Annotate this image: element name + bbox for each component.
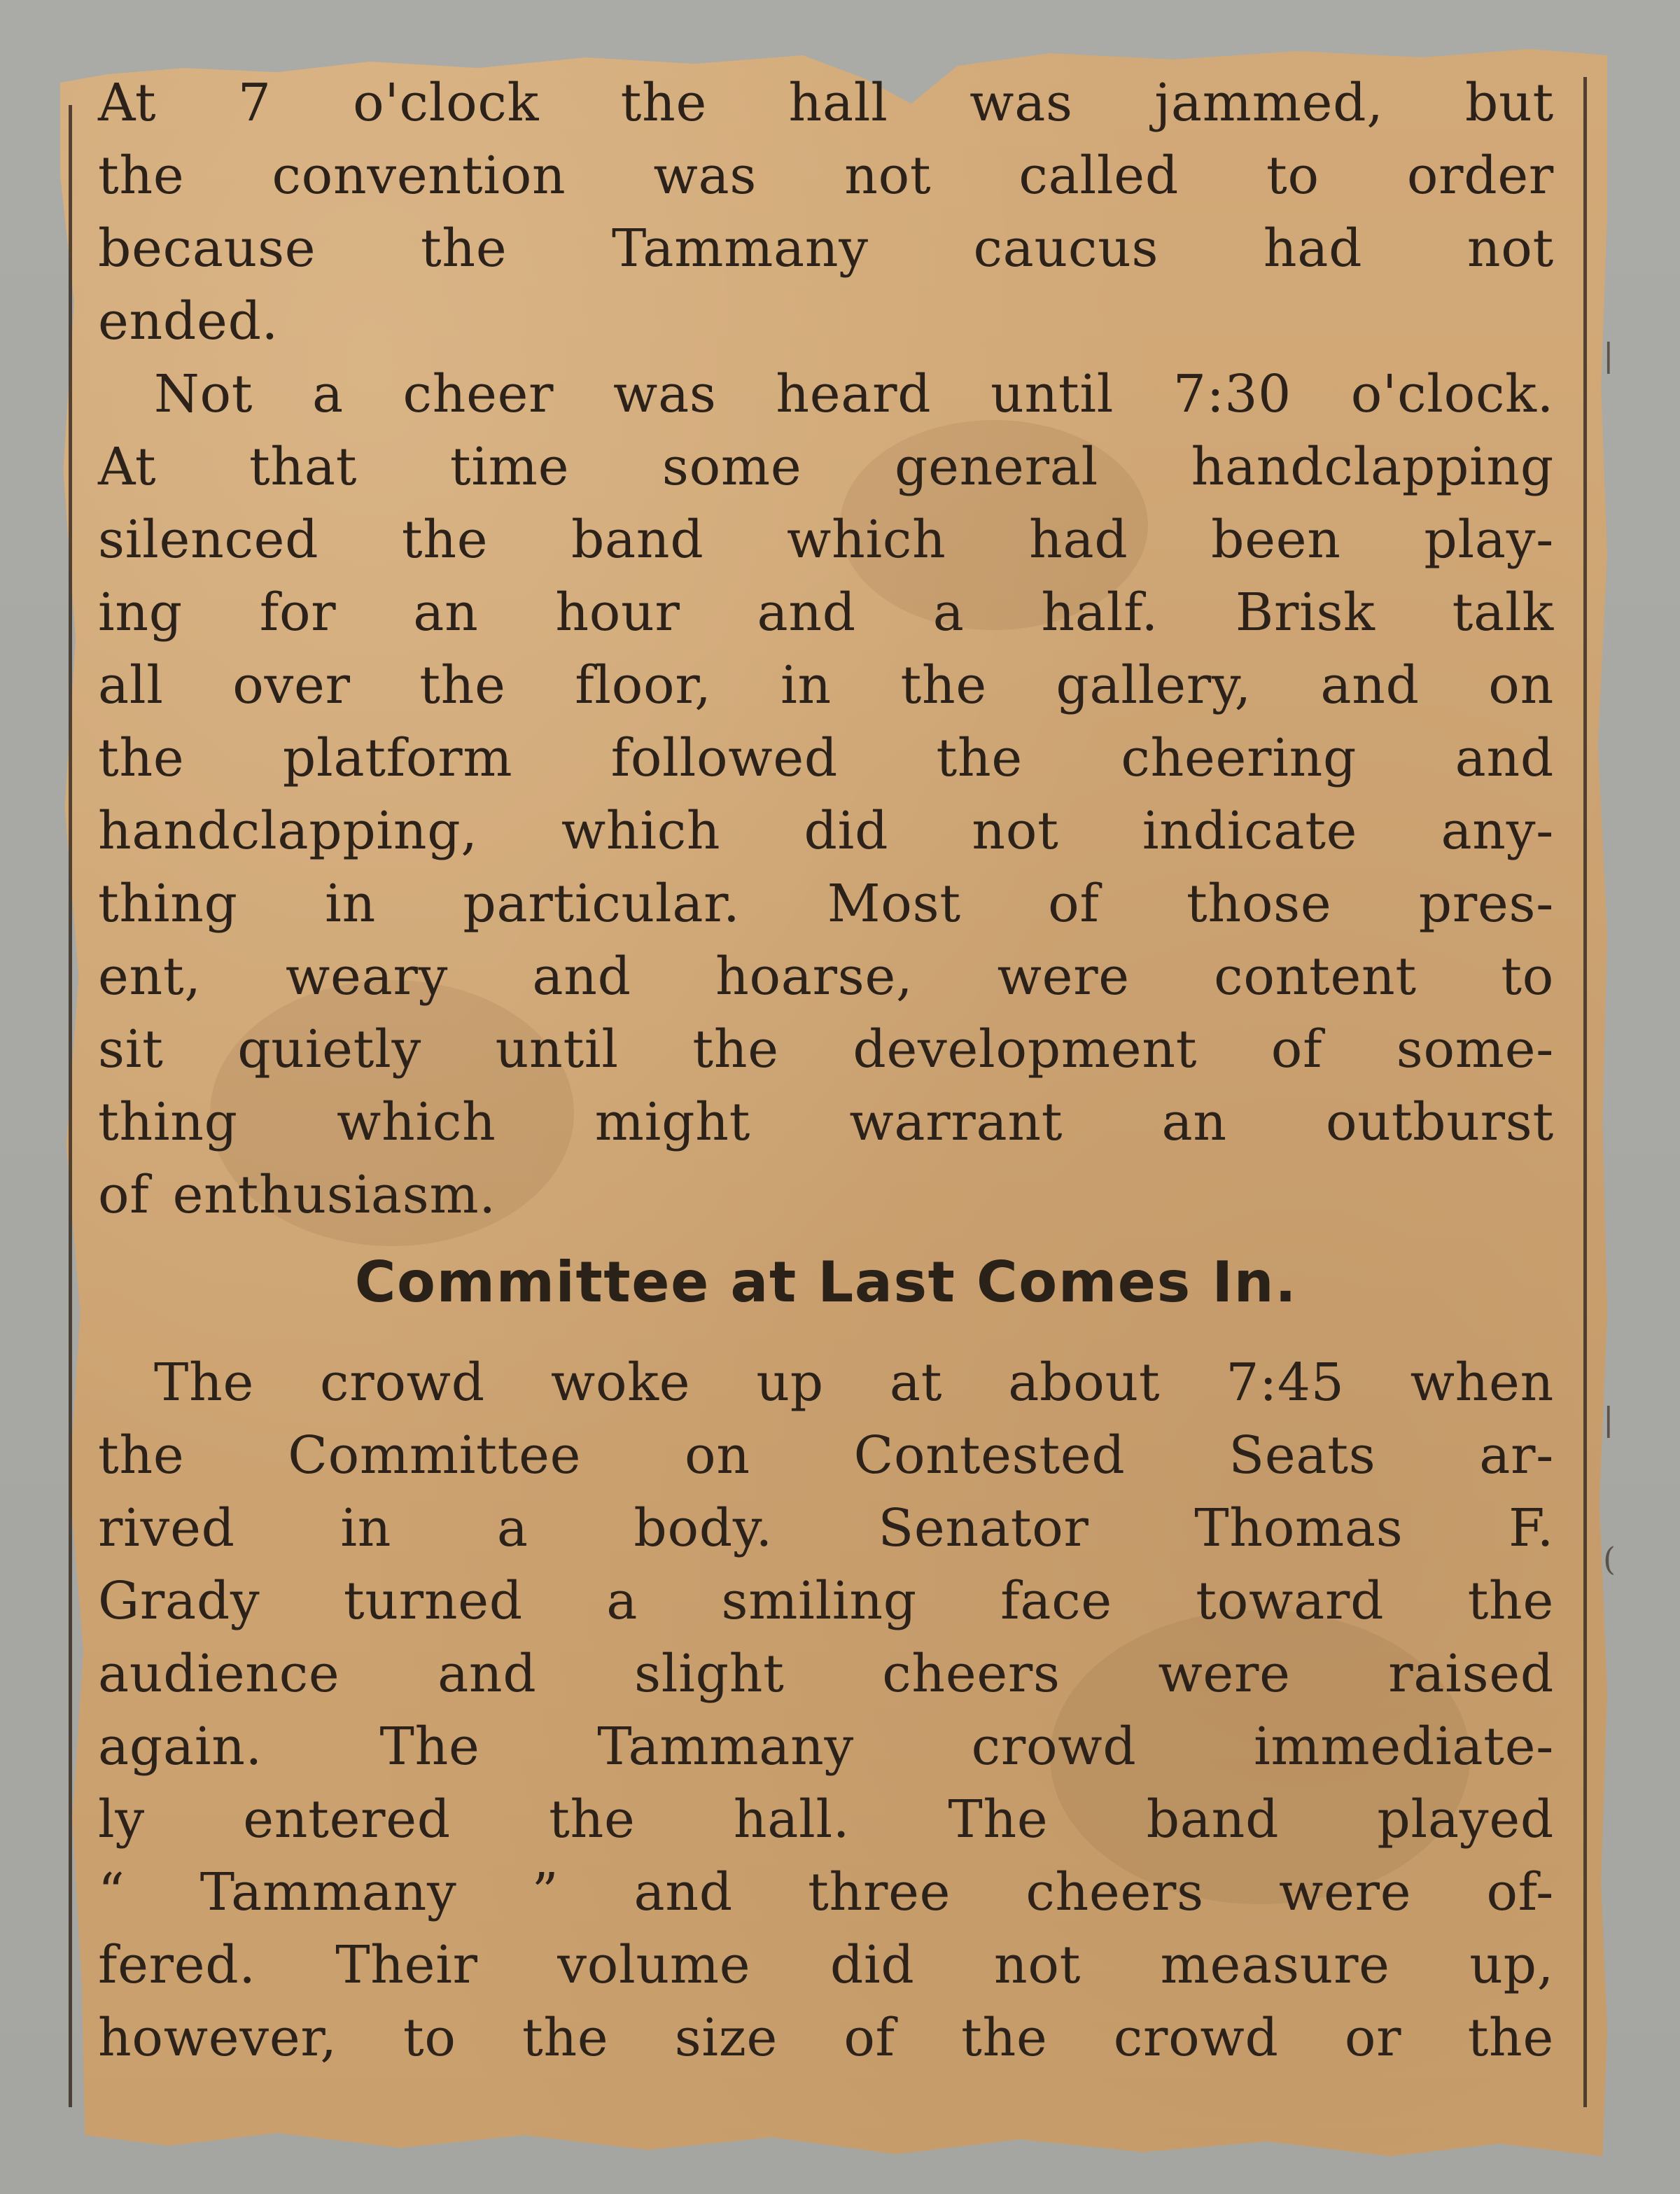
column-rule-right (1583, 77, 1587, 2107)
text-line: the Committee on Contested Seats ar- (98, 1425, 1554, 1486)
text-line: The crowd woke up at about 7:45 when (154, 1353, 1554, 1413)
text-line: ing for an hour and a half. Brisk talk (98, 582, 1554, 643)
adjacent-column-fragment: | (1603, 1400, 1614, 1438)
text-line: the convention was not called to order (98, 146, 1554, 206)
text-line: “ Tammany ” and three cheers were of- (98, 1862, 1554, 1922)
section-subheading: Committee at Last Comes In. (354, 1250, 1298, 1315)
text-line: sit quietly until the development of some- (98, 1019, 1554, 1079)
column-rule-left (69, 105, 72, 2107)
text-line: the platform followed the cheering and (98, 728, 1554, 788)
text-line: Grady turned a smiling face toward the (98, 1571, 1554, 1631)
text-line: again. The Tammany crowd immediate- (98, 1717, 1554, 1777)
adjacent-column-fragment: ( (1603, 1540, 1616, 1578)
paragraph-2 (98, 358, 1554, 1231)
text-line: ly entered the hall. The band played (98, 1789, 1554, 1850)
text-line: ent, weary and hoarse, were content to (98, 946, 1554, 1007)
text-line: silenced the band which had been play- (98, 510, 1554, 570)
text-line: of enthusiasm. (98, 1165, 496, 1225)
text-line: however, to the size of the crowd or the (98, 2008, 1554, 2068)
text-line: thing which might warrant an outburst (98, 1092, 1554, 1152)
text-line: handclapping, which did not indicate any- (98, 801, 1554, 861)
text-line: audience and slight cheers were raised (98, 1644, 1554, 1704)
text-line: Not a cheer was heard until 7:30 o'clock. (154, 364, 1554, 424)
text-line: rived in a body. Senator Thomas F. (98, 1498, 1554, 1558)
paragraph-3 (98, 1346, 1554, 2074)
paragraph-1 (98, 67, 1554, 358)
text-line: At that time some general handclapping (98, 437, 1554, 497)
article-body (98, 67, 1554, 2074)
text-line: ended. (98, 291, 279, 351)
text-line: fered. Their volume did not measure up, (98, 1935, 1554, 1995)
text-line: because the Tammany caucus had not (98, 218, 1554, 279)
text-line: At 7 o'clock the hall was jammed, but (98, 73, 1554, 133)
text-line: all over the floor, in the gallery, and on (98, 655, 1554, 715)
text-line: thing in particular. Most of those pres- (98, 874, 1554, 934)
adjacent-column-fragment: | (1603, 336, 1614, 374)
